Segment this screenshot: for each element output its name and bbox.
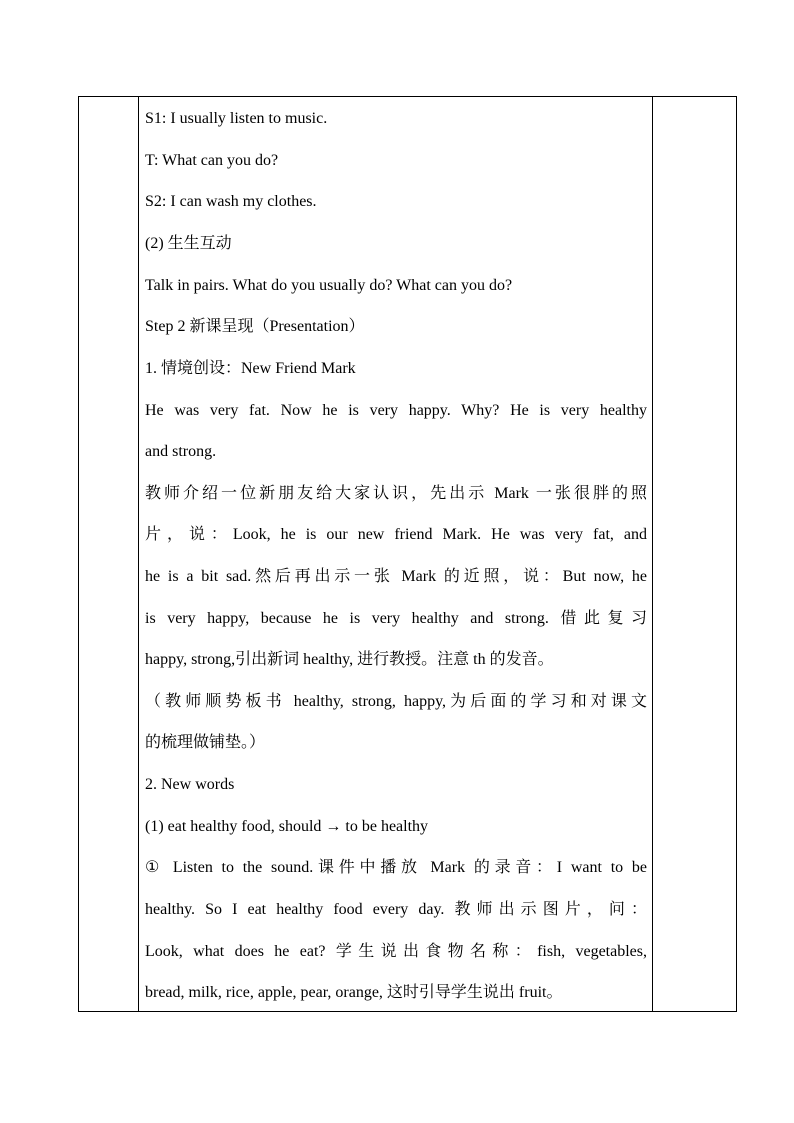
- text-line: (2) 生生互动: [145, 235, 232, 252]
- text-line: and strong.: [145, 443, 217, 460]
- text-line: happy, strong,引出新词 healthy, 进行教授。注意 th 的发音。: [145, 651, 554, 668]
- text-line: (1) eat healthy food, should → to be healthy: [145, 818, 429, 835]
- text-line: 教师介绍一位新朋友给大家认识，先出示 Mark 一张很胖的照: [145, 485, 647, 502]
- text-line: ① Listen to the sound.课件中播放 Mark 的录音：I want to be: [145, 859, 647, 876]
- lesson-plan-table: [78, 96, 737, 1012]
- text-line: S1: I usually listen to music.: [145, 110, 328, 127]
- text-line: Look, what does he eat? 学生说出食物名称：fish, vegetables,: [145, 943, 647, 960]
- section-heading: Step 2 新课呈现（Presentation）: [145, 318, 365, 335]
- text-line: （教师顺势板书 healthy, strong, happy,为后面的学习和对课文: [145, 693, 647, 710]
- text-line: 片，说：Look, he is our new friend Mark. He was very fat, and: [145, 526, 647, 543]
- text-line: S2: I can wash my clothes.: [145, 193, 317, 210]
- text-line: is very happy, because he is very healthy and strong. 借此复习: [145, 610, 647, 627]
- text-line: 的梳理做铺垫。）: [145, 734, 266, 751]
- text-line: healthy. So I eat healthy food every day. 教师出示图片，问：: [145, 901, 647, 918]
- subsection-heading: 2. New words: [145, 776, 235, 793]
- column-divider-left: [138, 97, 139, 1011]
- text-line: Talk in pairs. What do you usually do? What can you do?: [145, 277, 513, 294]
- text-line: bread, milk, rice, apple, pear, orange, 这时引导学生说出 fruit。: [145, 984, 563, 1001]
- text-line: He was very fat. Now he is very happy. Why? He is very healthy: [145, 402, 647, 419]
- text-line: T: What can you do?: [145, 152, 279, 169]
- text-line: he is a bit sad.然后再出示一张 Mark 的近照，说：But now, he: [145, 568, 647, 585]
- column-divider-right: [652, 97, 653, 1011]
- text-line: 1. 情境创设：New Friend Mark: [145, 360, 356, 377]
